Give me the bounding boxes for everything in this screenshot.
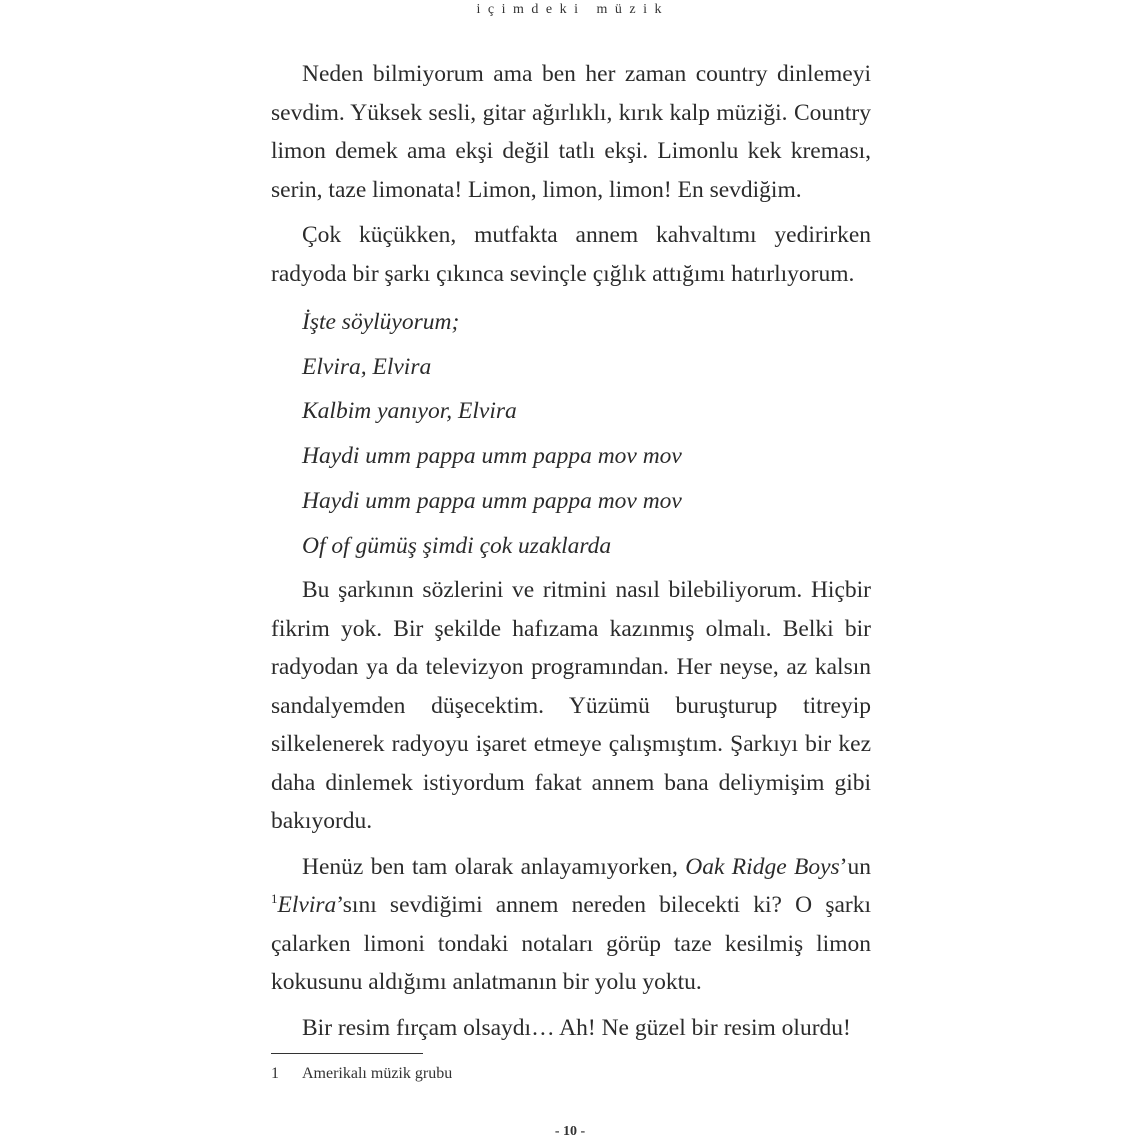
page-number: - 10 -	[554, 1124, 586, 1139]
song-name: Elvira	[277, 892, 337, 919]
paragraph-4-text-b: ’un	[839, 853, 871, 880]
footnote-number: 1	[271, 1065, 279, 1082]
verse-line-3: Kalbim yanıyor, Elvira	[302, 398, 517, 425]
paragraph-1: Neden bilmiyorum ama ben her zaman country dinlemeyi sevdim. Yüksek sesli, gitar ağırlıklı, kırık kalp müziği. Country limon demek ama ekşi değil tatlı ekşi. Limonlu kek kreması, serin, taze limonata! Limon, limon, limon! En sevdiğim.	[271, 61, 871, 203]
verse-line-2: Elvira, Elvira	[302, 353, 432, 380]
body-text	[271, 55, 871, 1047]
verse-line-5: Haydi umm pappa umm pappa mov mov	[302, 487, 682, 514]
paragraph-2: Çok küçükken, mutfakta annem kahvaltımı yedirirken radyoda bir şarkı çıkınca sevinçle çığlık attığımı hatırlıyorum.	[271, 222, 871, 287]
footnote-divider	[271, 1053, 423, 1054]
footnote-reference: 1	[271, 891, 278, 907]
paragraph-3: Bu şarkının sözlerini ve ritmini nasıl bilebiliyorum. Hiçbir fikrim yok. Bir şekilde hafızama kazınmış olmalı. Belki bir radyodan ya da televizyon programından. Her neyse, az kalsın sandalyemden düşecektim. Yüzümü buruşturup titreyip silkelenerek radyoyu işaret etmeye çalışmıştım. Şarkıyı bir kez daha dinlemek istiyordum fakat annem bana deliymişim gibi bakıyordu.	[271, 577, 871, 835]
band-name: Oak Ridge Boys	[685, 853, 840, 880]
verse-line-4: Haydi umm pappa umm pappa mov mov	[302, 443, 682, 470]
paragraph-4	[271, 848, 871, 1002]
paragraph-4-text-c: ’sını sevdiğimi annem nereden bilecekti ki? O şarkı çalarken limoni tondaki notaları görüp taze kesilmiş limon kokusunu aldığımı anlatmanın bir yolu yoktu.	[271, 892, 871, 996]
footnote-text: Amerikalı müzik grubu	[302, 1065, 453, 1082]
paragraph-5: Bir resim fırçam olsaydı… Ah! Ne güzel bir resim olurdu!	[302, 1014, 851, 1041]
running-header: i ç i m d e k i m ü z i k	[476, 2, 664, 17]
paragraph-4-text-a: Henüz ben tam olarak anlayamıyorken,	[302, 853, 686, 880]
song-lyrics	[271, 300, 871, 568]
verse-line-6: Of of gümüş şimdi çok uzaklarda	[302, 532, 612, 559]
footnote	[271, 1065, 452, 1083]
verse-line-1: İşte söylüyorum;	[302, 309, 460, 335]
